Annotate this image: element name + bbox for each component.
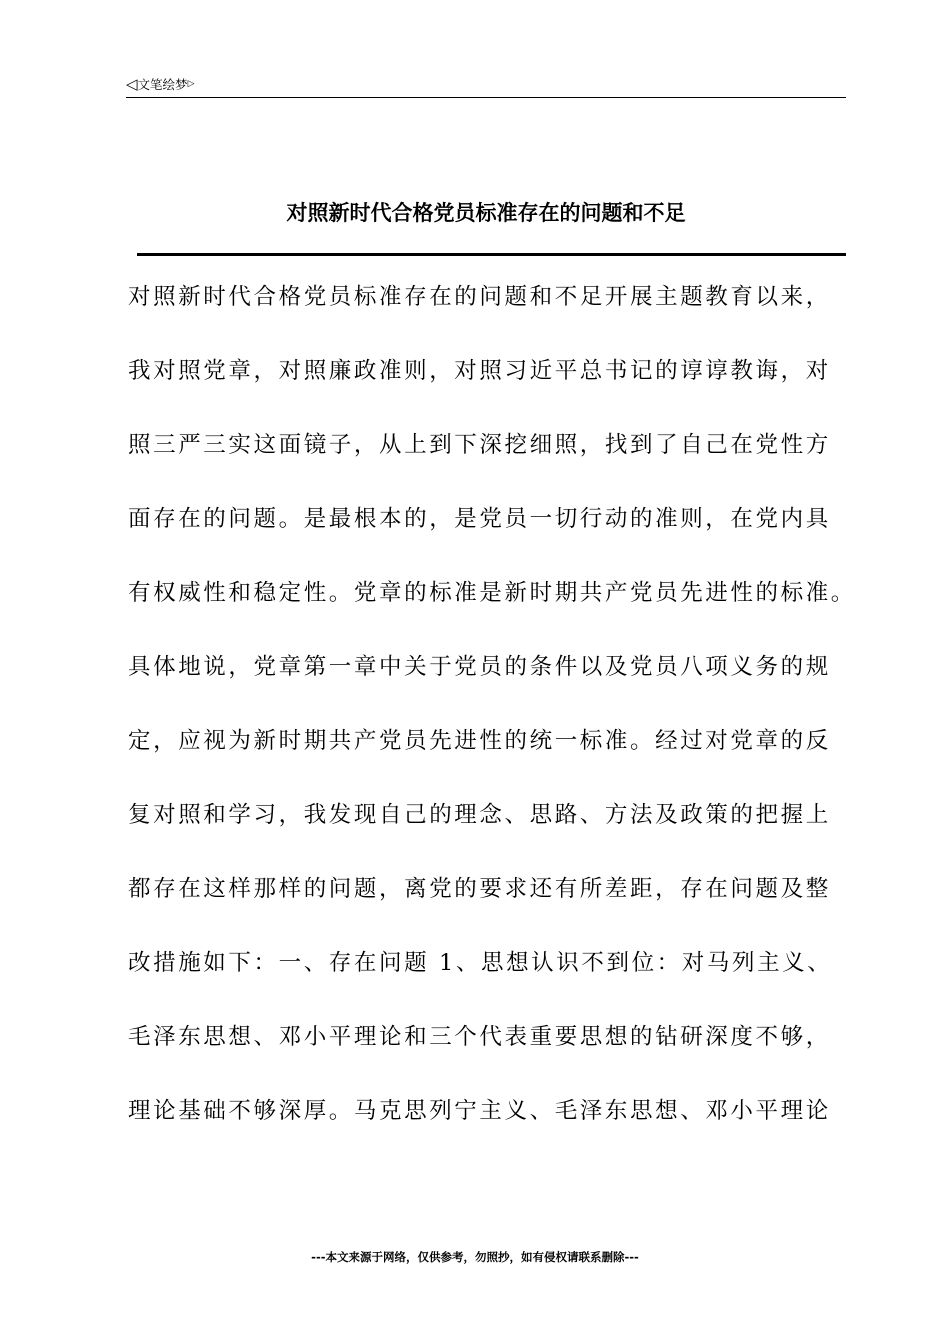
header-divider	[126, 97, 846, 98]
body-line: 我对照党章，对照廉政准则，对照习近平总书记的谆谆教诲，对	[128, 358, 831, 384]
body-line: 面存在的问题。是最根本的，是党员一切行动的准则，在党内具	[128, 506, 831, 532]
page-header	[126, 74, 194, 95]
body-line: 理论基础不够深厚。马克思列宁主义、毛泽东思想、邓小平理论	[128, 1098, 831, 1124]
body-line: 有权威性和稳定性。党章的标准是新时期共产党员先进性的标准。	[128, 580, 856, 606]
document-title: 对照新时代合格党员标准存在的问题和不足	[286, 200, 686, 225]
right-triangle-icon: ▷	[187, 79, 195, 89]
body-line: 改措施如下：一、存在问题 1、思想认识不到位：对马列主义、	[128, 950, 833, 976]
body-line: 对照新时代合格党员标准存在的问题和不足开展主题教育以来，	[128, 284, 831, 310]
body-line: 复对照和学习，我发现自己的理念、思路、方法及政策的把握上	[128, 802, 831, 828]
header-brand: 文笔绘梦	[137, 77, 188, 92]
document-body	[128, 270, 868, 1158]
title-divider	[137, 253, 846, 256]
footer-notice: ---本文来源于网络，仅供参考，勿照抄，如有侵权请联系删除---	[311, 1250, 639, 1264]
left-triangle-icon: ◁	[126, 75, 138, 93]
body-line: 具体地说，党章第一章中关于党员的条件以及党员八项义务的规	[128, 654, 831, 680]
body-line: 照三严三实这面镜子，从上到下深挖细照，找到了自己在党性方	[128, 432, 831, 458]
body-line: 毛泽东思想、邓小平理论和三个代表重要思想的钻研深度不够，	[128, 1024, 831, 1050]
body-line: 定，应视为新时期共产党员先进性的统一标准。经过对党章的反	[128, 728, 831, 754]
body-line: 都存在这样那样的问题，离党的要求还有所差距，存在问题及整	[128, 876, 831, 902]
